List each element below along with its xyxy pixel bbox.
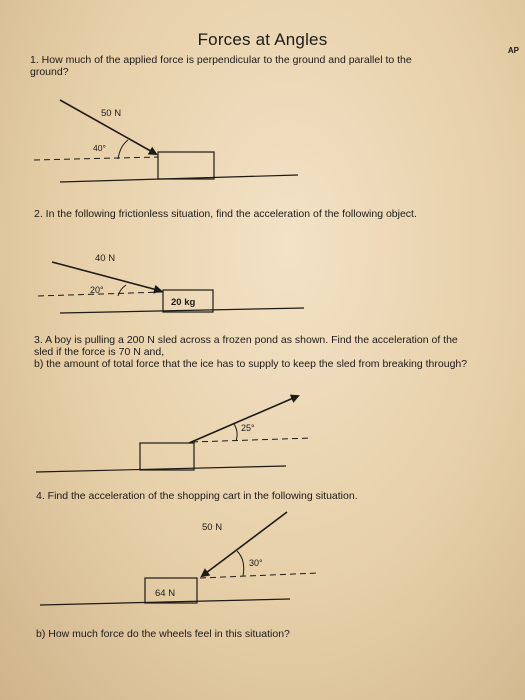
angle-arc (118, 140, 128, 159)
force-arrow (52, 262, 161, 291)
page-title: Forces at Angles (197, 30, 328, 49)
angle-label: 25° (241, 423, 255, 433)
question-4-text: 4. Find the acceleration of the shopping cart in the following situation. (36, 490, 358, 502)
angle-arc (237, 551, 244, 576)
question-2-text: 2. In the following frictionless situation, find the acceleration of the following object. (34, 208, 417, 220)
force-label: 50 N (202, 522, 223, 533)
ground-line (36, 466, 286, 472)
question-4-part-b: b) How much force do the wheels feel in this situation? (36, 628, 290, 640)
angle-label: 20° (90, 285, 104, 295)
angle-arc (234, 424, 237, 441)
angle-label: 40° (93, 143, 106, 153)
box (158, 152, 214, 179)
question-3-line-3: b) the amount of total force that the ice has to supply to keep the sled from breaking through? (34, 358, 468, 370)
force-label: 40 N (95, 253, 116, 264)
question-3-line-2: sled if the force is 70 N and, (34, 346, 165, 358)
diagram-2 (38, 253, 304, 313)
diagram-3 (36, 396, 312, 472)
reference-dashed-line (34, 157, 158, 160)
weight-label: 64 N (155, 588, 176, 599)
diagram-1 (34, 100, 298, 182)
diagram-4 (40, 512, 318, 605)
reference-dashed-line (192, 438, 312, 442)
force-label: 50 N (101, 108, 122, 119)
mass-label: 20 kg (171, 297, 196, 308)
corner-label: AP (507, 46, 519, 55)
question-3-line-1: 3. A boy is pulling a 200 N sled across a frozen pond as shown. Find the acceleration of the (34, 334, 458, 346)
angle-label: 30° (249, 558, 263, 568)
reference-dashed-line (200, 573, 318, 578)
pull-force-arrow (189, 396, 298, 443)
question-1-line-2: ground? (30, 66, 69, 78)
question-1-line-1: 1. How much of the applied force is perpendicular to the ground and parallel to the (30, 54, 412, 66)
angle-arc (118, 285, 126, 296)
sled-box (140, 443, 194, 470)
ground-line (40, 599, 290, 605)
